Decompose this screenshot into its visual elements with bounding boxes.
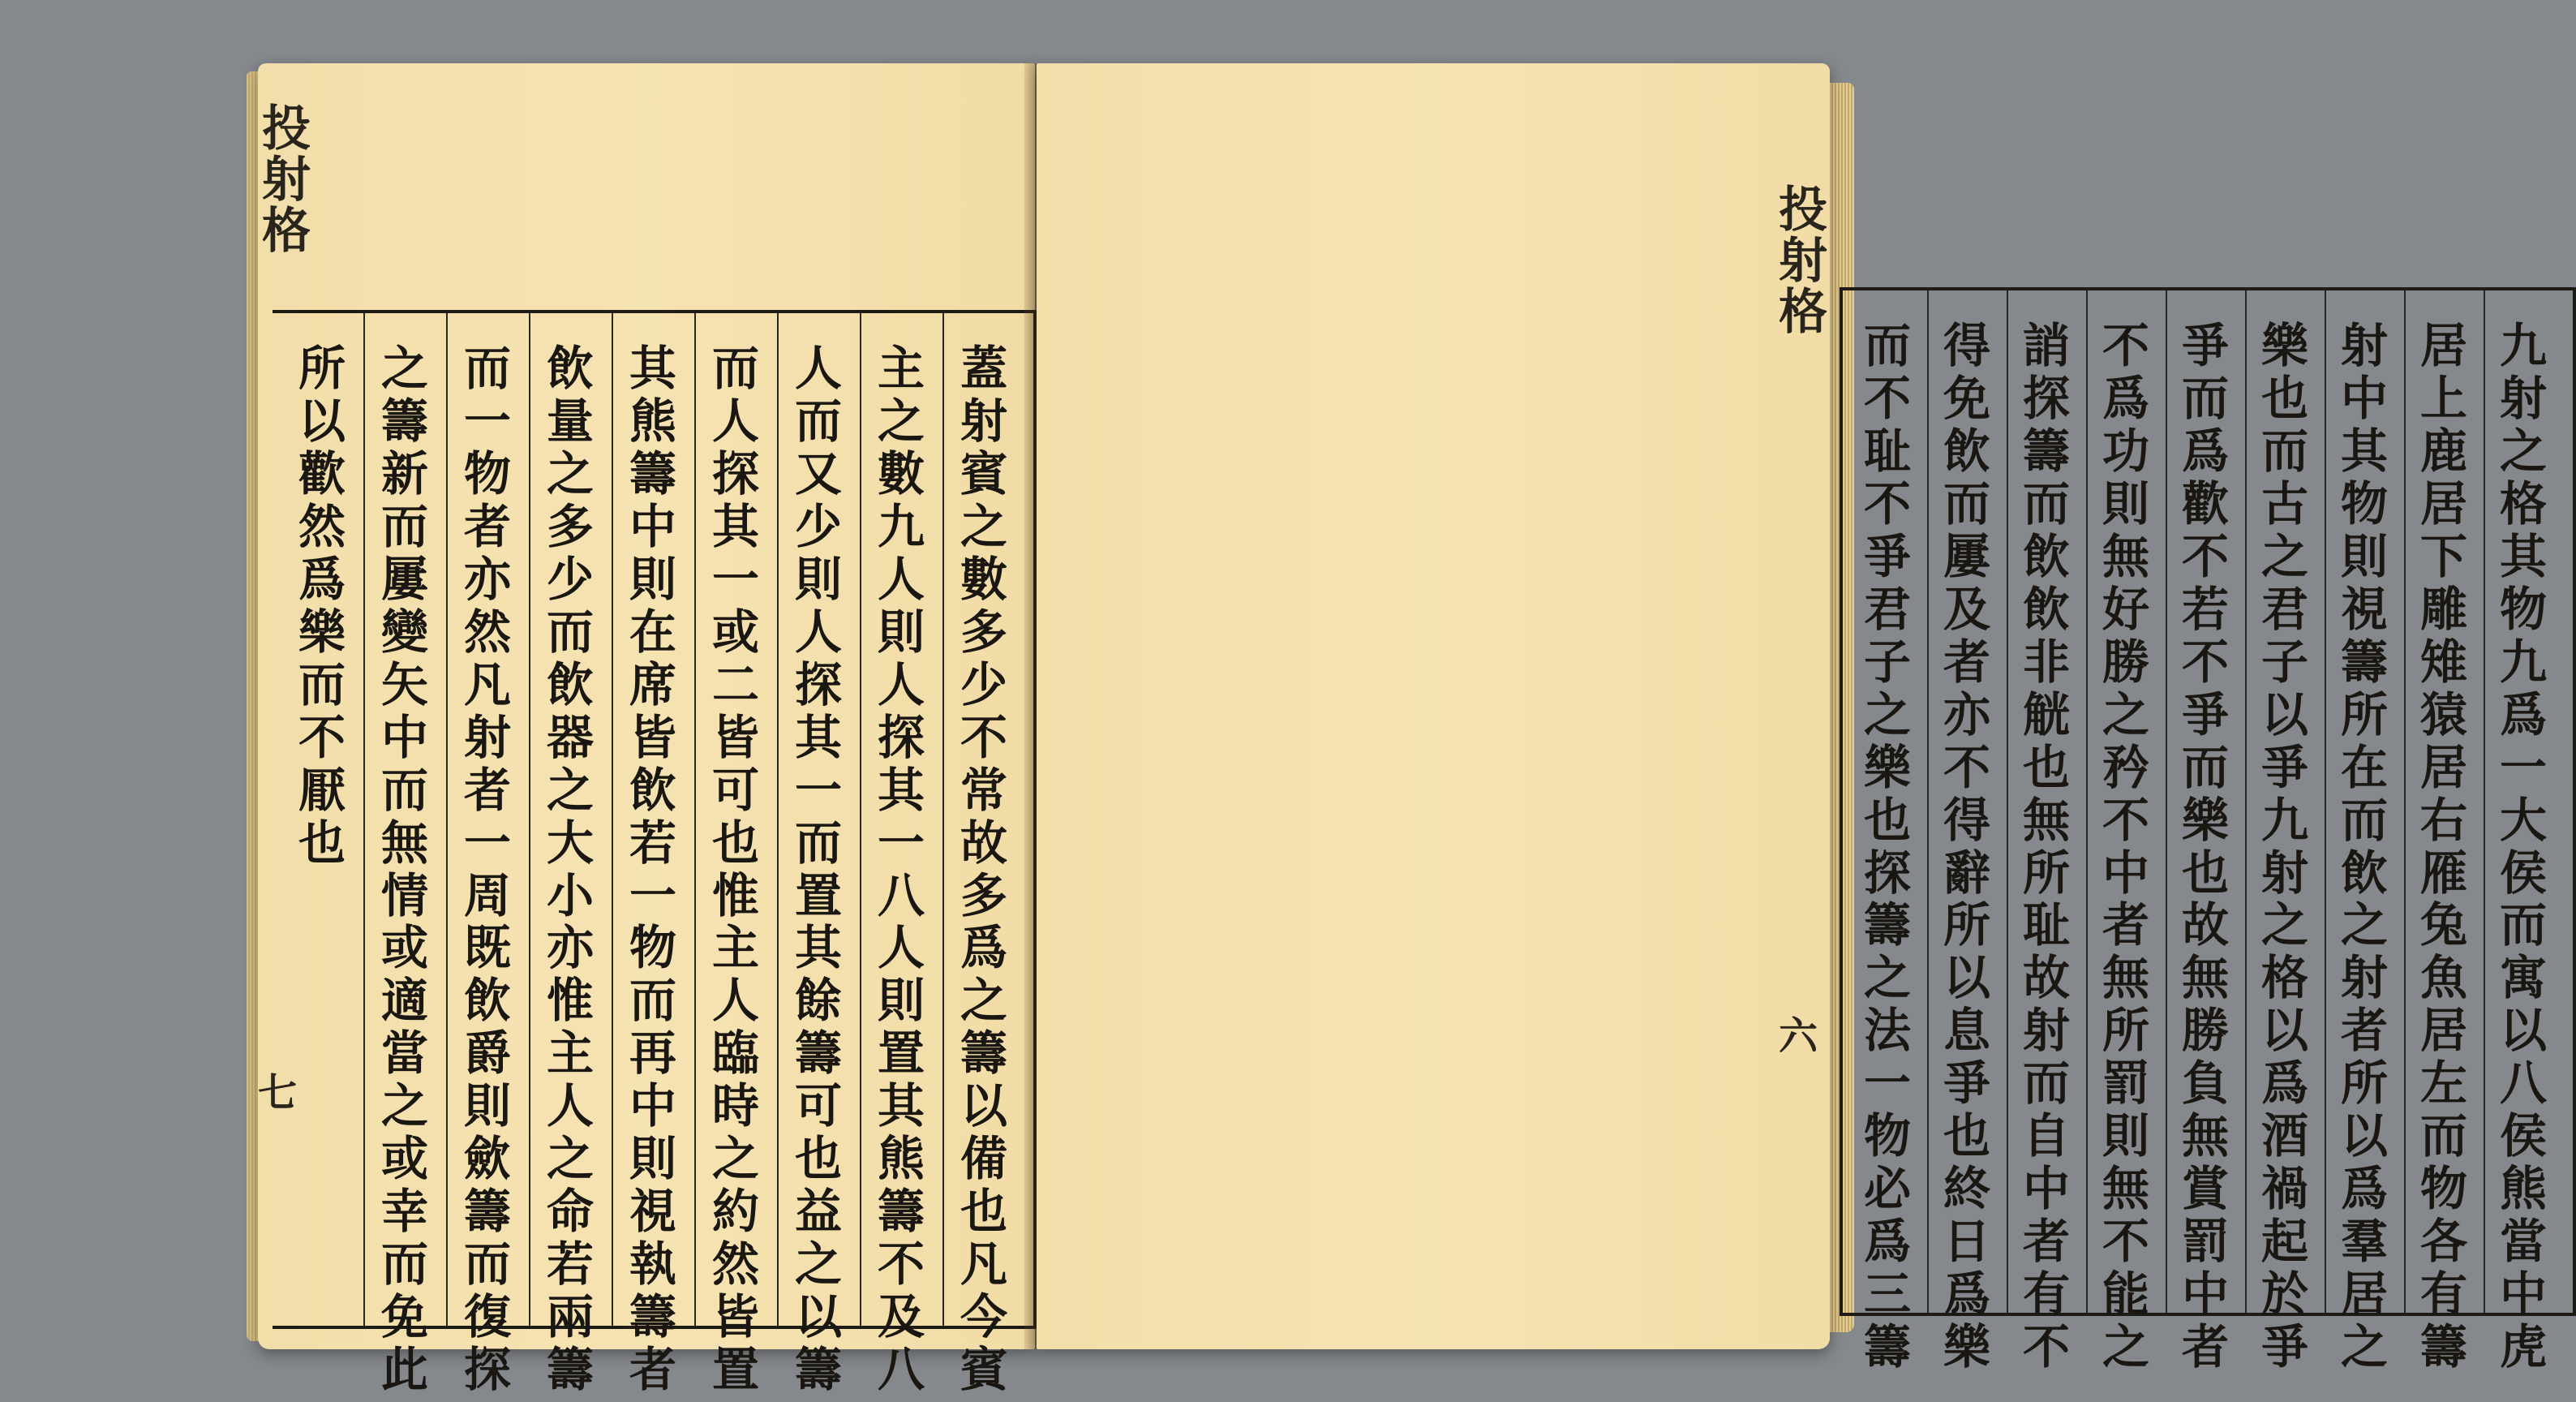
column-rule — [2484, 290, 2485, 1313]
left-page-number: 七 — [258, 1070, 298, 1116]
right-text-column: 而 不 耻 不 爭 君 子 之 樂 也 探 籌 之 法 一 物 必 爲 三 籌 — [1863, 318, 1911, 1375]
column-rule — [2007, 290, 2008, 1313]
left-margin-title: 投 射 格 — [262, 101, 311, 260]
left-text-frame — [273, 310, 1037, 1398]
right-text-frame — [1840, 287, 2576, 1375]
right-text-column: 居 上 鹿 居 下 雕 雉 猿 居 右 雁 兔 魚 居 左 而 物 各 有 籌 — [2419, 318, 2467, 1375]
column-rule — [942, 313, 944, 1326]
column-rule — [777, 313, 779, 1326]
column-rule — [2404, 290, 2406, 1313]
right-text-column: 得 免 飲 而 屢 及 者 亦 不 得 辭 所 以 息 爭 也 終 日 爲 樂 — [1943, 318, 1990, 1375]
column-rule — [694, 313, 696, 1326]
column-rule — [1927, 290, 1929, 1313]
right-text-column: 誚 探 籌 而 飲 飲 非 觥 也 無 所 耻 故 射 而 自 中 者 有 不 — [2022, 318, 2070, 1375]
column-rule — [612, 313, 613, 1326]
column-rule — [363, 313, 365, 1326]
column-rule — [446, 313, 448, 1326]
left-text-column: 飲 量 之 多 少 而 飲 器 之 大 小 亦 惟 主 人 之 命 若 兩 籌 — [546, 341, 594, 1398]
open-book — [258, 63, 2547, 1398]
right-text-column: 九 射 之 格 其 物 九 爲 一 大 侯 而 寓 以 八 侯 熊 當 中 虎 — [2499, 318, 2547, 1375]
right-text-column: 不 爲 功 則 無 好 勝 之 矜 不 中 者 無 所 罰 則 無 不 能 之 — [2102, 318, 2149, 1375]
right-text-column: 爭 而 爲 歡 不 若 不 爭 而 樂 也 故 無 勝 負 無 賞 罰 中 者 — [2181, 318, 2229, 1375]
column-rule — [860, 313, 861, 1326]
right-page — [1037, 63, 2547, 1375]
left-text-column: 所 以 歡 然 爲 樂 而 不 厭 也 — [298, 341, 346, 871]
left-text-column: 而 人 探 其 一 或 二 皆 可 也 惟 主 人 臨 時 之 約 然 皆 置 — [711, 341, 759, 1398]
left-text-column: 人 而 又 少 則 人 探 其 一 而 置 其 餘 籌 可 也 益 之 以 籌 — [794, 341, 842, 1398]
column-rule — [2245, 290, 2247, 1313]
left-text-column: 蓋 射 賓 之 數 多 少 不 常 故 多 爲 之 籌 以 備 也 凡 今 賓 — [960, 341, 1007, 1398]
right-margin-title: 投 射 格 — [1779, 182, 1827, 341]
column-rule — [2166, 290, 2167, 1313]
right-text-column: 樂 也 而 古 之 君 子 以 爭 九 射 之 格 以 爲 酒 禍 起 於 爭 — [2260, 318, 2308, 1375]
left-text-column: 其 熊 籌 中 則 在 席 皆 飲 若 一 物 而 再 中 則 視 執 籌 者 — [629, 341, 676, 1398]
column-rule — [2086, 290, 2088, 1313]
left-page — [258, 63, 1035, 1398]
left-text-column: 之 籌 新 而 屢 變 矢 中 而 無 情 或 適 當 之 或 幸 而 免 此 — [380, 341, 428, 1398]
right-text-column: 射 中 其 物 則 視 籌 所 在 而 飲 之 射 者 所 以 爲 羣 居 之 — [2340, 318, 2388, 1375]
left-text-column: 而 一 物 者 亦 然 凡 射 者 一 周 既 飲 爵 則 歛 籌 而 復 探 — [463, 341, 511, 1398]
column-rule — [529, 313, 530, 1326]
right-page-number: 六 — [1779, 1013, 1818, 1059]
left-text-column: 主 之 數 九 人 則 人 探 其 一 八 人 則 置 其 熊 籌 不 及 八 — [877, 341, 925, 1398]
column-rule — [2325, 290, 2326, 1313]
